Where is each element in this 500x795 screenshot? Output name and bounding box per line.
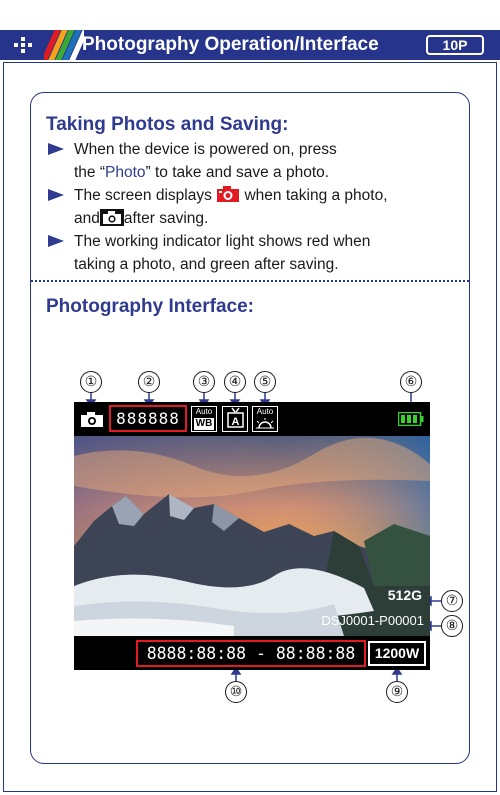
date-time-display: 8888:88:88 - 88:88:88 bbox=[136, 640, 366, 667]
white-balance-icon: Auto WB bbox=[191, 406, 217, 432]
power-output: 1200W bbox=[368, 641, 426, 666]
callout-4: ④ bbox=[224, 371, 246, 393]
bullet-screen-display: The screen displays when taking a photo, and after saving. bbox=[48, 184, 468, 230]
auto-exposure-icon: Auto bbox=[252, 406, 278, 432]
callout-3: ③ bbox=[193, 371, 215, 393]
status-top-bar bbox=[74, 402, 430, 436]
taking-photos-title: Taking Photos and Saving: bbox=[46, 114, 289, 135]
bullet-indicator-light: The working indicator light shows red when taking a photo, and green after saving. bbox=[48, 230, 468, 276]
callout-9: ⑨ bbox=[386, 681, 408, 703]
callout-7: ⑦ bbox=[441, 590, 463, 612]
camera-screen bbox=[74, 402, 430, 670]
page-number-badge: 10P bbox=[426, 35, 484, 55]
mountain-landscape-photo bbox=[74, 436, 430, 636]
shot-counter: 888888 bbox=[109, 405, 187, 432]
camera-mode-icon bbox=[80, 411, 104, 428]
storage-capacity: 512G bbox=[387, 587, 422, 603]
interface-title: Photography Interface: bbox=[46, 296, 254, 317]
svg-text:A: A bbox=[231, 416, 239, 428]
auto-scene-icon bbox=[222, 406, 248, 432]
callout-6: ⑥ bbox=[400, 371, 422, 393]
bullet-press-photo: When the device is powered on, press the “Photo” to take and save a photo. bbox=[48, 138, 468, 184]
page-title: Photography Operation/Interface bbox=[82, 34, 379, 55]
callout-2: ② bbox=[138, 371, 160, 393]
photo-keyword: Photo bbox=[105, 164, 146, 181]
callout-8: ⑧ bbox=[441, 615, 463, 637]
callout-5: ⑤ bbox=[254, 371, 276, 393]
callout-10: ⑩ bbox=[225, 681, 247, 703]
callout-1: ① bbox=[80, 371, 102, 393]
status-bottom-bar bbox=[74, 636, 430, 670]
file-name: DSJ0001-P00001 bbox=[321, 613, 424, 628]
battery-icon bbox=[398, 412, 424, 426]
